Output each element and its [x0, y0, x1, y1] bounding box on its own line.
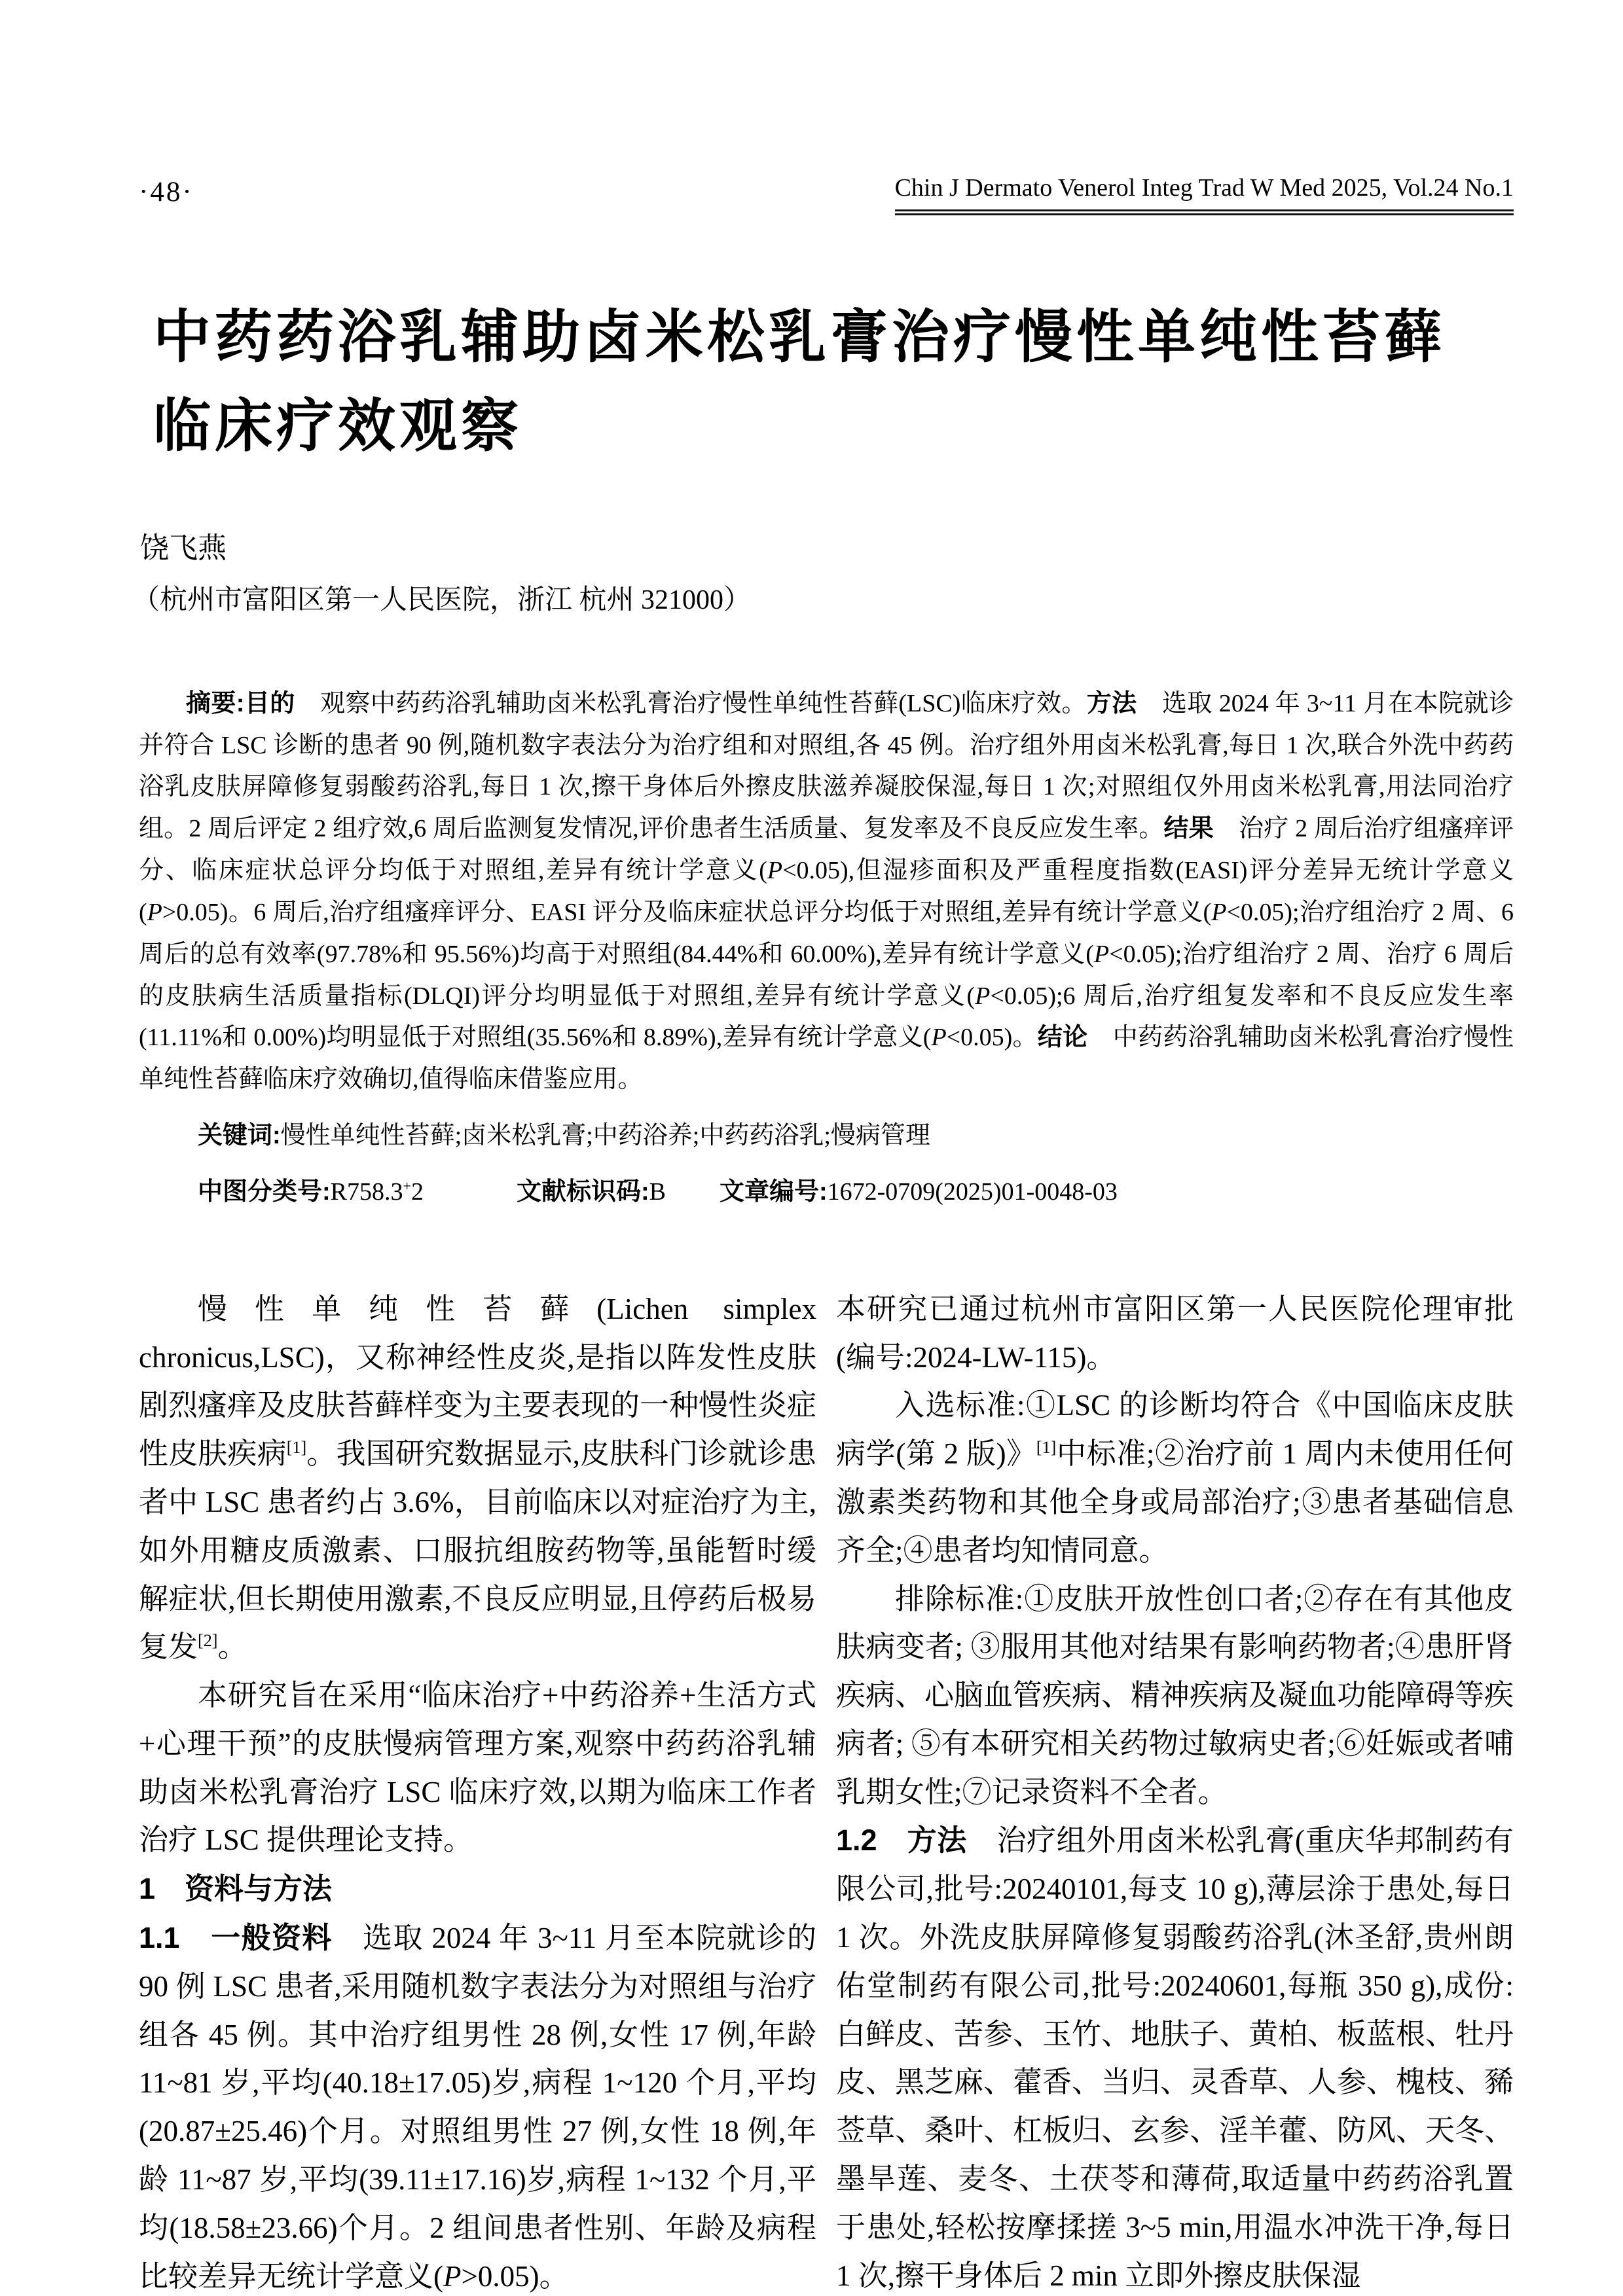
- body-paragraph: [836, 1382, 1514, 1575]
- bold-label: 摘要:目的: [186, 689, 295, 717]
- body-paragraph: [139, 1914, 816, 2296]
- document-code: [517, 1178, 666, 1206]
- text-run: 观察中药药浴乳辅助卤米松乳膏治疗慢性单纯性苔藓(LSC)临床疗效。: [295, 689, 1087, 717]
- classification-line: [139, 1172, 1514, 1213]
- running-header: [139, 175, 1514, 215]
- bold-label: 结论: [1037, 1024, 1088, 1052]
- body-paragraph: [836, 1575, 1514, 1817]
- section-heading: [139, 1865, 816, 1914]
- text-run: 选取 2024 年 3~11 月至本院就诊的 90 例 LSC 患者,采用随机数字表法分为对照组与治疗组各 45 例。其中治疗组男性 28 例,女性 17 例,年龄 11~81 岁,平均(40.18±17.05)岁,病程 1~120 个月,平均(20.87±25.46)个月。对照组男性 27 例,女性 18 例,年龄 11~87 岁,平均(39.11±17.16)岁,病程 1~132 个月,平均(18.58±23.66)个月。2 组间患者性别、年龄及病程比较差异无统计学意义(: [139, 1922, 816, 2293]
- text-run: 中标准;②治疗前 1 周内未使用任何激素类药物和其他全身或局部治疗;③患者基础信息齐全;④患者均知情同意。: [836, 1437, 1514, 1567]
- clc-label: 中图分类号:: [198, 1177, 331, 1206]
- bold-label: 1.2 方法: [836, 1823, 967, 1857]
- italic-variable: P: [975, 982, 991, 1010]
- bold-label: 1.1 一般资料: [139, 1921, 333, 1955]
- text-run: 治疗组外用卤米松乳膏(重庆华邦制药有限公司,批号:20240101,每支 10 g),薄层涂于患处,每日 1 次。外洗皮肤屏障修复弱酸药浴乳(沐圣舒,贵州朗佑堂制药有限公司,批号:20240601,每瓶 350 g),成份:白鲜皮、苦参、玉竹、地肤子、黄柏、板蓝根、牡丹皮、黑芝麻、藿香、当归、灵香草、人参、槐枝、豨莶草、桑叶、杠板归、玄参、淫羊藿、防风、天冬、墨旱莲、麦冬、土茯苓和薄荷,取适量中药药浴乳置于患处,轻松按摩揉搓 3~5 min,用温水冲洗干净,每日 1 次,擦干身体后 2 min 立即外擦皮肤保湿: [836, 1824, 1514, 2292]
- italic-variable: P: [931, 1024, 947, 1052]
- text-run: <0.05)。: [946, 1024, 1038, 1052]
- page-number: ·48·: [139, 177, 194, 207]
- author-affiliation: （杭州市富阳区第一人民医院，浙江 杭州 321000）: [132, 584, 752, 615]
- document-code-label: 文献标识码:: [516, 1177, 649, 1206]
- text-run: <0.05);6 周后,治疗组复发率和不良反应发生率(11.11%和 0.00%)均明显低于对照组(35.56%和 8.89%),差异有统计学意义(: [139, 982, 1514, 1052]
- clc-tail: 2: [410, 1177, 424, 1206]
- text-run: 入选标准:①LSC 的诊断均符合《中国临床皮肤病学(第 2 版)》: [836, 1389, 1514, 1471]
- bold-label: 1 资料与方法: [139, 1872, 333, 1906]
- article-title: [153, 293, 1514, 471]
- text-run: 中药药浴乳辅助卤米松乳膏治疗慢性单纯性苔藓临床疗效确切,值得临床借鉴应用。: [139, 1024, 1514, 1094]
- bold-label: 结果: [1163, 815, 1214, 843]
- article-title-line2: 临床疗效观察: [153, 393, 523, 459]
- body-paragraph: [139, 1672, 816, 1865]
- text-run: <0.05),但湿疹面积及严重程度指数(EASI)评分差异无统计学意义(: [139, 857, 1514, 926]
- text-run: <0.05);治疗组治疗 2 周、治疗 6 周后的皮肤病生活质量指标(DLQI)评分均明显低于对照组,差异有统计学意义(: [139, 940, 1514, 1010]
- article-title-line1: 中药药浴乳辅助卤米松乳膏治疗慢性单纯性苔藓: [153, 304, 1446, 369]
- text-run: 治疗 2 周后治疗组瘙痒评分、临床症状总评分均低于对照组,差异有统计学意义(: [139, 815, 1514, 885]
- right-column: [836, 1285, 1514, 2296]
- text-run: >0.05)。6 周后,治疗组瘙痒评分、EASI 评分及临床症状总评分均低于对照组,差异有统计学意义(: [162, 898, 1212, 926]
- text-run: <0.05);治疗组治疗 2 周、6 周后的总有效率(97.78%和 95.56%)均高于对照组(84.44%和 60.00%),差异有统计学意义(: [139, 898, 1514, 968]
- italic-variable: P: [443, 2259, 462, 2293]
- article-id-label: 文章编号:: [719, 1177, 828, 1206]
- journal-citation: Chin J Dermato Venerol Integ Trad W Med 2025, Vol.24 No.1: [895, 175, 1514, 215]
- article-id: [720, 1178, 1118, 1206]
- clc-number: [198, 1178, 424, 1206]
- citation-superscript: [1]: [286, 1438, 307, 1458]
- italic-variable: P: [1093, 940, 1110, 968]
- text-run: 慢性单纯性苔藓(Lichen simplex chronicus,LSC)，又称神经性皮炎,是指以阵发性皮肤剧烈瘙痒及皮肤苔藓样变为主要表现的一种慢性炎症性皮肤疾病: [139, 1292, 817, 1471]
- clc-superscript: +: [403, 1177, 411, 1194]
- article-id-value: 1672-0709(2025)01-0048-03: [827, 1177, 1118, 1206]
- keywords-label: 关键词:: [198, 1122, 281, 1150]
- left-column: [139, 1285, 816, 2296]
- keywords-text: 慢性单纯性苔藓;卤米松乳膏;中药浴养;中药药浴乳;慢病管理: [280, 1122, 930, 1150]
- text-run: >0.05)。: [461, 2259, 569, 2293]
- keywords-line: [139, 1115, 1514, 1157]
- italic-variable: P: [147, 898, 162, 926]
- bold-label: 方法: [1086, 689, 1137, 717]
- author-name: 饶飞燕: [140, 531, 227, 564]
- italic-variable: P: [767, 857, 783, 885]
- italic-variable: P: [1211, 898, 1227, 926]
- text-run: 。我国研究数据显示,皮肤科门诊就诊患者中 LSC 患者约占 3.6%，目前临床以对症治疗为主,如外用糖皮质激素、口服抗组胺药物等,虽能暂时缓解症状,但长期使用激素,不良反应明显,且停药后极易复发: [139, 1437, 816, 1664]
- text-run: 排除标准:①皮肤开放性创口者;②存在有其他皮肤病变者; ③服用其他对结果有影响药物者;④患肝肾疾病、心脑血管疾病、精神疾病及凝血功能障碍等疾病者; ⑤有本研究相关药物过敏病史者;⑥妊娠或者哺乳期女性;⑦记录资料不全者。: [836, 1582, 1514, 1808]
- citation-superscript: [1]: [1036, 1438, 1057, 1458]
- clc-value: R758.3: [330, 1177, 403, 1206]
- text-run: 选取 2024 年 3~11 月在本院就诊并符合 LSC 诊断的患者 90 例,随机数字表法分为治疗组和对照组,各 45 例。治疗组外用卤米松乳膏,每日 1 次,联合外洗中药药浴乳皮肤屏障修复弱酸药浴乳,每日 1 次,擦干身体后外擦皮肤滋养凝胶保湿,每日 1 次;对照组仅外用卤米松乳膏,用法同治疗组。2 周后评定 2 组疗效,6 周后监测复发情况,评价患者生活质量、复发率及不良反应发生率。: [139, 689, 1514, 843]
- document-code-value: B: [649, 1177, 666, 1206]
- text-run: 本研究已通过杭州市富阳区第一人民医院伦理审批(编号:2024-LW-115)。: [836, 1292, 1514, 1374]
- text-run: 本研究旨在采用“临床治疗+中药浴养+生活方式+心理干预”的皮肤慢病管理方案,观察中药药浴乳辅助卤米松乳膏治疗 LSC 临床疗效,以期为临床工作者治疗 LSC 提供理论支持。: [139, 1679, 816, 1857]
- body-paragraph: [836, 1285, 1514, 1382]
- body-paragraph: [139, 1285, 816, 1672]
- body-paragraph: [836, 1816, 1514, 2296]
- abstract-paragraph: [139, 683, 1514, 1101]
- body-columns: [139, 1285, 1514, 2296]
- citation-superscript: [2]: [198, 1631, 218, 1651]
- text-run: 。: [217, 1630, 247, 1664]
